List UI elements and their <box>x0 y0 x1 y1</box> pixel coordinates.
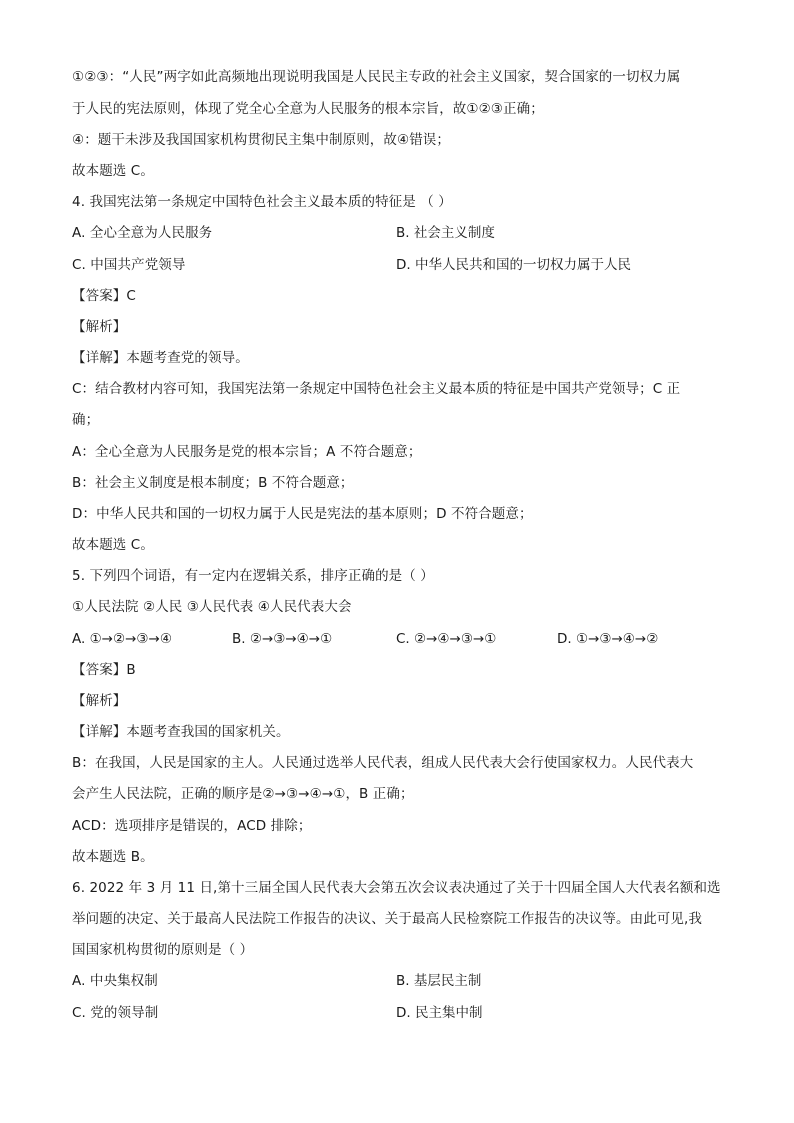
text-line: 故本题选 C。 <box>72 163 154 179</box>
question-6-stem: 举问题的决定、关于最高人民法院工作报告的决议、关于最高人民检察院工作报告的决议等。由此可见,我 <box>72 911 702 927</box>
q5-items: ①人民法院 ②人民 ③人民代表 ④人民代表大会 <box>72 599 352 615</box>
question-5-stem: 5. 下列四个词语，有一定内在逻辑关系，排序正确的是（ ） <box>72 568 434 584</box>
q4-explanation-line: D：中华人民共和国的一切权力属于人民是宪法的基本原则；D 不符合题意； <box>72 506 533 522</box>
q5-detail: 【详解】本题考查我国的国家机关。 <box>72 724 290 740</box>
q5-option-a: A. ①→②→③→④ <box>72 631 172 647</box>
q4-explanation-line: 确； <box>72 412 100 428</box>
text-line: ①②③：“人民”两字如此高频地出现说明我国是人民民主专政的社会主义国家，契合国家的一切权力属 <box>72 69 681 85</box>
q4-explanation-line: A：全心全意为人民服务是党的根本宗旨；A 不符合题意； <box>72 444 422 460</box>
q4-explanation-line: B：社会主义制度是根本制度；B 不符合题意； <box>72 475 354 491</box>
q5-analysis-label: 【解析】 <box>72 693 127 709</box>
text-line: 于人民的宪法原则，体现了党全心全意为人民服务的根本宗旨，故①②③正确； <box>72 101 544 117</box>
q5-explanation-line: B：在我国，人民是国家的主人。人民通过选举人民代表，组成人民代表大会行使国家权力。人民代表大 <box>72 755 694 771</box>
q4-detail: 【详解】本题考查党的领导。 <box>72 350 249 366</box>
question-4-stem: 4. 我国宪法第一条规定中国特色社会主义最本质的特征是 （ ） <box>72 194 452 210</box>
q4-answer: 【答案】C <box>72 288 136 304</box>
q5-explanation-line: 会产生人民法院，正确的顺序是②→③→④→①，B 正确； <box>72 786 414 802</box>
question-6-stem: 6. 2022 年 3 月 11 日,第十三届全国人民代表大会第五次会议表决通过了关于十四届全国人大代表名额和选 <box>72 880 721 896</box>
q5-answer: 【答案】B <box>72 662 136 678</box>
q5-option-c: C. ②→④→③→① <box>396 631 497 647</box>
q6-option-b: B. 基层民主制 <box>396 973 482 989</box>
q6-option-a: A. 中央集权制 <box>72 973 158 989</box>
q5-option-b: B. ②→③→④→① <box>232 631 333 647</box>
q6-option-c: C. 党的领导制 <box>72 1005 159 1021</box>
text-line: ④：题干未涉及我国国家机构贯彻民主集中制原则，故④错误； <box>72 132 451 148</box>
q6-option-d: D. 民主集中制 <box>396 1005 483 1021</box>
q4-option-b: B. 社会主义制度 <box>396 225 495 241</box>
q4-explanation-line: 故本题选 C。 <box>72 537 154 553</box>
q5-explanation-line: ACD：选项排序是错误的，ACD 排除； <box>72 818 312 834</box>
question-6-stem: 国国家机构贯彻的原则是（ ） <box>72 942 254 958</box>
q4-option-a: A. 全心全意为人民服务 <box>72 225 213 241</box>
q4-option-c: C. 中国共产党领导 <box>72 257 186 273</box>
q4-option-d: D. 中华人民共和国的一切权力属于人民 <box>396 257 631 273</box>
q5-option-d: D. ①→③→④→② <box>557 631 659 647</box>
q5-explanation-line: 故本题选 B。 <box>72 849 154 865</box>
q4-explanation-line: C：结合教材内容可知，我国宪法第一条规定中国特色社会主义最本质的特征是中国共产党领导；C 正 <box>72 381 681 397</box>
q4-analysis-label: 【解析】 <box>72 319 127 335</box>
